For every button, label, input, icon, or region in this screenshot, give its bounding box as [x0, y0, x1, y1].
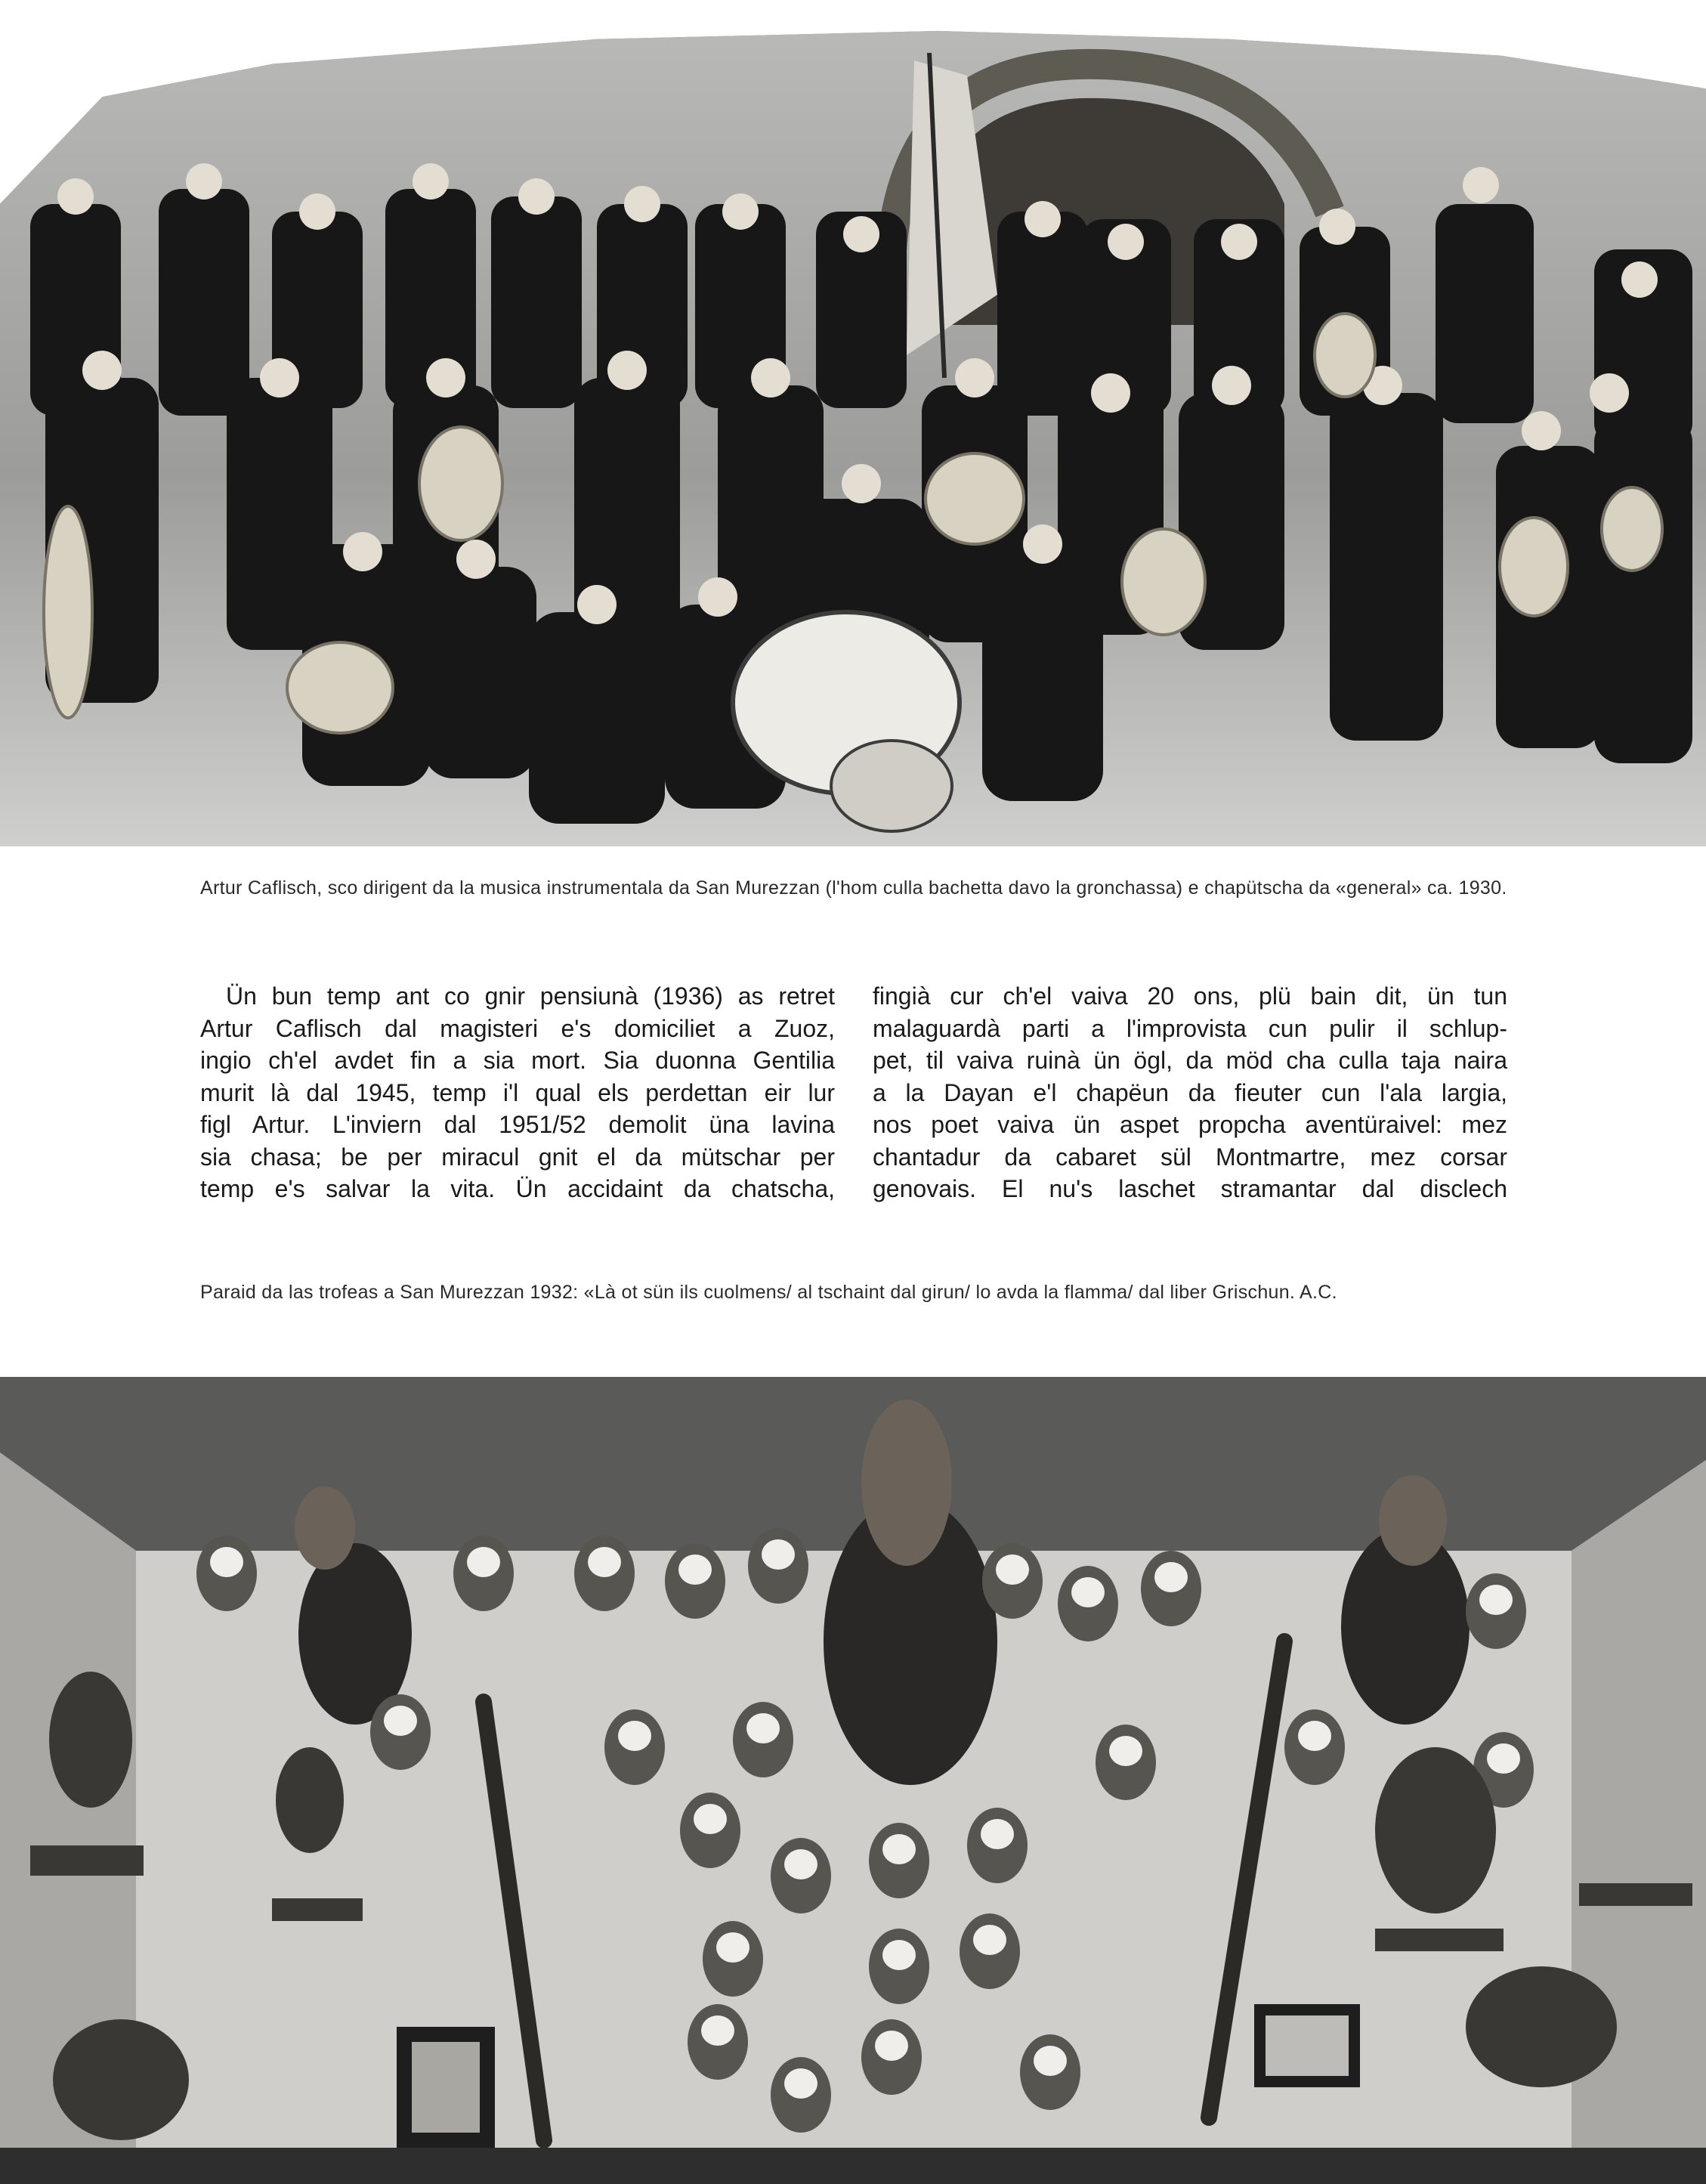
body-line: malaguardà parti a l'improvista cun pulir il schlup-: [873, 1014, 1507, 1042]
band-photo-caption: Artur Caflisch, sco dirigent da la musica instrumentala da San Murezzan (l'hom culla bachetta davo la gronchassa) e chapütscha da «general» ca. 1930.: [200, 877, 1507, 899]
trophies-photo-caption: Paraid da las trofeas a San Murezzan 1932: «Là ot sün ils cuolmens/ al tschaint dal girun/ lo avda la flamma/ dal liber Grischun. A.C.: [200, 1282, 1337, 1303]
body-line: sia chasa; be per miracul gnit el da mütschar per: [200, 1143, 835, 1171]
body-line: figl Artur. L'inviern dal 1951/52 demolit üna lavina: [200, 1111, 835, 1138]
body-line: fingià cur ch'el vaiva 20 ons, plü bain dit, ün tun: [873, 982, 1507, 1010]
trophies-photo: [0, 1377, 1706, 2184]
body-line: Artur Caflisch dal magisteri e's domiciliet a Zuoz,: [200, 1014, 835, 1042]
band-photo: [0, 23, 1706, 846]
body-line: pet, til vaiva ruinà ün ögl, da möd cha culla taja naira: [873, 1047, 1507, 1074]
body-line: temp e's salvar la vita. Ün accidaint da chatscha,: [200, 1175, 835, 1202]
body-line: chantadur da cabaret sül Montmartre, mez corsar: [873, 1143, 1507, 1171]
body-text-right-column: [873, 980, 1507, 1205]
body-line: murit là dal 1945, temp i'l qual els perdettan eir lur: [200, 1078, 835, 1106]
band-photo-image: [0, 23, 1706, 846]
body-line: genovais. El nu's laschet stramantar dal disclech: [873, 1175, 1507, 1202]
body-line: a la Dayan e'l chapëun da fieuter cun l'ala largia,: [873, 1078, 1507, 1106]
body-line: nos poet vaiva ün aspet propcha aventüraivel: mez: [873, 1111, 1507, 1138]
body-line: ingio ch'el avdet fin a sia mort. Sia duonna Gentilia: [200, 1047, 835, 1074]
body-text-left-column: [200, 980, 835, 1205]
body-line: Ün bun temp ant co gnir pensiunà (1936) as retret: [226, 982, 835, 1010]
trophies-photo-image: [0, 1377, 1706, 2184]
